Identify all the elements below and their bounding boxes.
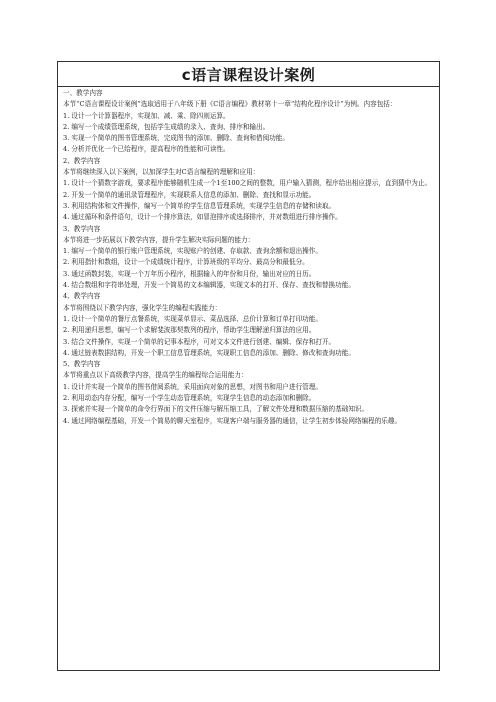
section-intro: 本节将继续深入以下案例，以加深学生对C语言编程的理解和应用： xyxy=(63,168,260,177)
list-item: 1. 设计一个简单的餐厅点餐系统，实现菜单显示、菜品选择、总价计算和订单打印功能。 xyxy=(63,314,322,323)
list-item: 1. 设计一个计算器程序，实现加、减、乘、除四则运算。 xyxy=(63,111,230,120)
section-heading: 3、教学内容 xyxy=(63,224,101,233)
section-intro: 本节将进一步拓展以下教学内容，提升学生解决实际问题的能力： xyxy=(63,235,255,244)
section-intro: 本节“C语言课程设计案例”选取适用于八年级下册《C语言编程》教材第十一章“结构化程序设计”为例。内容包括： xyxy=(63,100,397,109)
list-item: 1. 设计并实现一个简单的图书借阅系统，采用面向对象的思想，对图书和用户进行管理。 xyxy=(63,382,322,391)
list-item: 3. 探索并实现一个简单的命令行界面下的文件压缩与解压缩工具，了解文件处理和数据压缩的基础知识。 xyxy=(63,405,369,414)
document-body xyxy=(58,87,439,427)
section-5 xyxy=(63,359,435,427)
list-item: 4. 通过网络编程基础，开发一个简易的聊天室程序，实现客户端与服务器的通信，让学生初步体验网络编程的乐趣。 xyxy=(63,416,402,425)
list-item: 3. 通过函数封装，实现一个万年历小程序，根据输入的年份和月份，输出对应的日历。 xyxy=(63,269,316,278)
list-item: 3. 结合文件操作，实现一个简单的记事本程序，可对文本文件进行创建、编辑、保存和打开。 xyxy=(63,337,336,346)
list-item: 2. 利用指针和数组，设计一个成绩统计程序，计算班级的平均分、最高分和最低分。 xyxy=(63,258,309,267)
list-item: 1. 编写一个简单的银行账户管理系统，实现账户的创建、存取款、查询余额和退出操作。 xyxy=(63,247,322,256)
list-item: 4. 通过链表数据结构，开发一个职工信息管理系统，实现职工信息的添加、删除、修改和查询功能。 xyxy=(63,348,355,357)
list-item: 2. 编写一个成绩管理系统，包括学生成绩的录入、查询、排序和输出。 xyxy=(63,122,270,131)
section-2 xyxy=(63,156,435,224)
list-item: 2. 利用动态内存分配，编写一个学生动态管理系统，实现学生信息的动态添加和删除。 xyxy=(63,394,316,403)
section-heading: 一、教学内容 xyxy=(63,89,103,97)
section-4 xyxy=(63,291,435,359)
list-item: 2. 利用递归思想，编写一个求解斐波那契数列的程序，帮助学生理解递归算法的应用。 xyxy=(63,326,316,335)
section-3 xyxy=(63,224,435,292)
title-row xyxy=(58,62,439,87)
document-title: c语言课程设计案例 xyxy=(181,65,316,84)
section-intro: 本节将重点以下高级教学内容，提高学生的编程综合运用能力： xyxy=(63,371,248,380)
list-item: 3. 利用结构体和文件操作，编写一个简单的学生信息管理系统，实现学生信息的存储和读取。 xyxy=(63,201,336,210)
document-table xyxy=(57,61,440,671)
section-heading: 2、教学内容 xyxy=(63,156,101,165)
list-item: 4. 分析并优化一个已给程序，提高程序的性能和可读性。 xyxy=(63,145,230,154)
section-heading: 5、教学内容 xyxy=(63,360,101,369)
list-item: 4. 结合数组和字符串处理，开发一个简易的文本编辑器，实现文本的打开、保存、查找和替换功能。 xyxy=(63,281,355,290)
section-heading: 4、教学内容 xyxy=(63,292,101,301)
section-intro: 本节将围绕以下教学内容，强化学生的编程实践能力： xyxy=(63,303,222,312)
section-1 xyxy=(63,88,435,156)
list-item: 4. 通过循环和条件语句，设计一个排序算法，如冒泡排序或选择排序，并对数组进行排序操作。 xyxy=(63,213,342,222)
list-item: 1. 设计一个猜数字游戏，要求程序能够随机生成一个1至100之间的整数，用户输入猜测，程序给出相应提示，直到猜中为止。 xyxy=(63,179,432,188)
list-item: 3. 实现一个简单的图书管理系统，完成图书的添加、删除、查询和借阅功能。 xyxy=(63,134,289,143)
list-item: 2. 开发一个简单的通讯录管理程序，实现联系人信息的添加、删除、查找和显示功能。 xyxy=(63,190,316,199)
